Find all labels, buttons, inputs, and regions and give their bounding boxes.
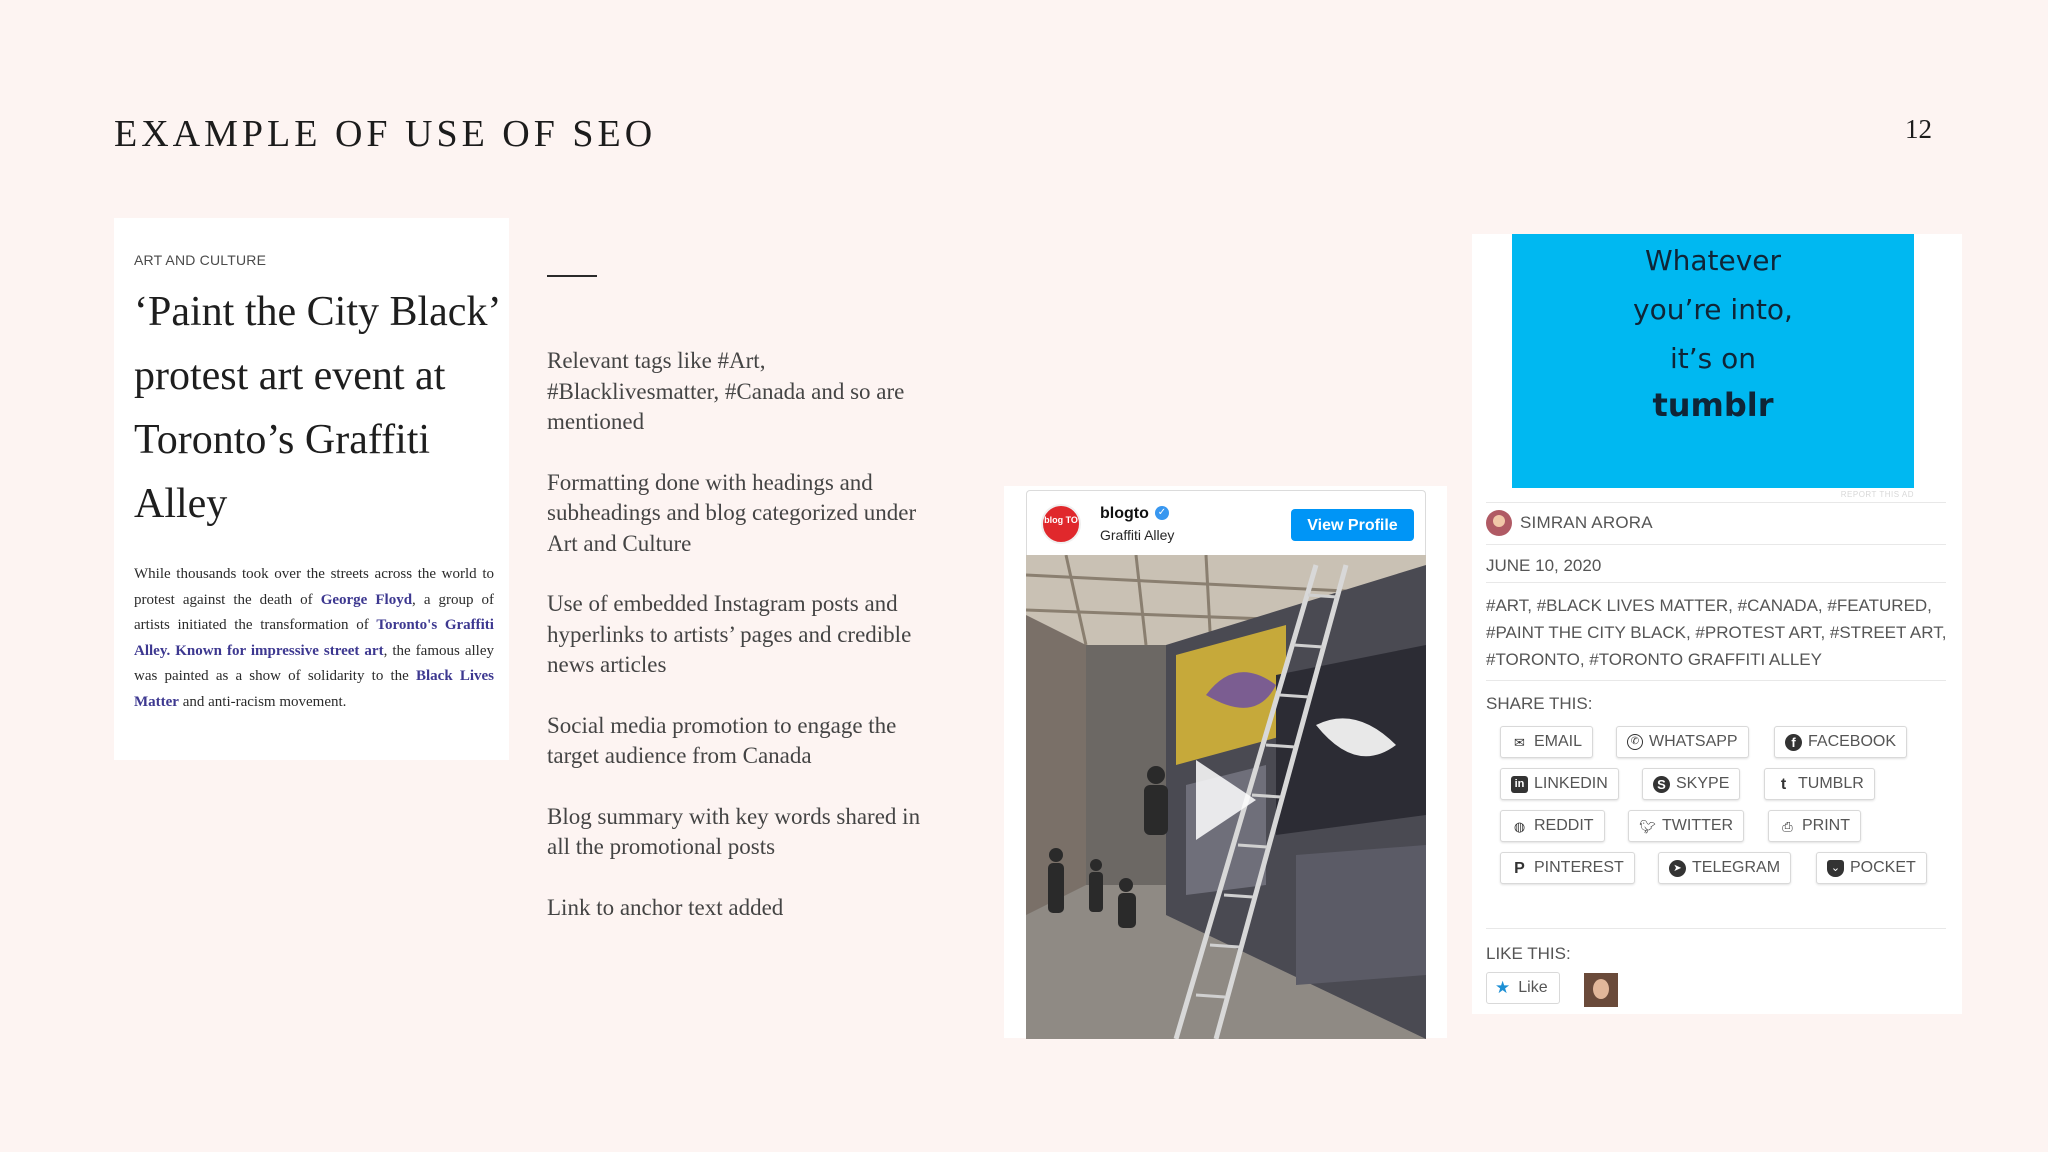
article-body-text: While thousands took over the streets across the world to protest against the death of (134, 566, 494, 608)
share-button-label: LINKEDIN (1534, 775, 1608, 792)
ad-line: it’s on (1669, 342, 1757, 375)
share-button-label: WHATSAPP (1649, 733, 1738, 750)
divider (1486, 680, 1946, 681)
bullet-item: Social media promotion to engage the target audience from Canada (547, 712, 897, 768)
verified-badge-icon: ✓ (1155, 506, 1169, 520)
whatsapp-icon: ✆ (1627, 734, 1643, 750)
share-button-label: TELEGRAM (1692, 859, 1781, 876)
like-label: LIKE THIS: (1486, 944, 1571, 963)
divider (1486, 928, 1946, 929)
article-category[interactable]: ART AND CULTURE (134, 252, 267, 268)
share-button-label: FACEBOOK (1808, 733, 1897, 750)
article-body-text: and anti-racism movement. (178, 693, 347, 710)
divider (1486, 582, 1946, 583)
tumblr-ad[interactable] (1512, 234, 1914, 488)
share-button-label: REDDIT (1534, 817, 1594, 834)
link-graffiti-alley[interactable]: Toronto's Graffiti Alley. Known for impressive street art (134, 617, 494, 659)
share-telegram-button[interactable] (1658, 852, 1791, 884)
facebook-icon: f (1785, 734, 1802, 751)
instagram-username[interactable]: blogto (1100, 505, 1149, 522)
instagram-location[interactable]: Graffiti Alley (1100, 527, 1175, 543)
article-card (114, 218, 509, 760)
like-button[interactable] (1486, 972, 1560, 1004)
share-reddit-button[interactable] (1500, 810, 1605, 842)
instagram-video[interactable] (1026, 555, 1426, 1039)
share-panel (1472, 234, 1962, 1014)
post-tags[interactable]: #ART, #BLACK LIVES MATTER, #CANADA, #FEATURED, #PAINT THE CITY BLACK, #PROTEST ART, #STREET ART, #TORONTO, #TORONTO GRAFFITI ALLEY (1486, 596, 1947, 669)
share-facebook-button[interactable] (1774, 726, 1907, 758)
reddit-icon: ◍ (1513, 818, 1526, 834)
share-tumblr-button[interactable] (1764, 768, 1875, 800)
tumblr-logo: tumblr (1652, 386, 1774, 424)
share-label: SHARE THIS: (1486, 694, 1593, 713)
post-date[interactable]: JUNE 10, 2020 (1486, 556, 1602, 575)
pinterest-icon: P (1514, 859, 1525, 877)
share-button-label: EMAIL (1534, 733, 1583, 750)
bullet-item: Blog summary with key words shared in all the promotional posts (547, 803, 921, 859)
share-pinterest-button[interactable] (1500, 852, 1635, 884)
share-pocket-button[interactable] (1816, 852, 1927, 884)
divider-line (547, 275, 597, 277)
bullet-item: Use of embedded Instagram posts and hyperlinks to artists’ pages and credible news articles (547, 591, 912, 677)
tumblr-icon: t (1780, 775, 1787, 793)
pocket-icon: ⌄ (1827, 860, 1844, 877)
share-button-label: PINTEREST (1534, 859, 1624, 876)
share-button-label: TWITTER (1662, 817, 1734, 834)
link-black-lives-matter[interactable]: Black Lives Matter (134, 668, 494, 710)
bullet-item: Formatting done with headings and subheadings and blog categorized under Art and Culture (547, 469, 917, 556)
link-george-floyd[interactable]: George Floyd (320, 591, 413, 608)
share-linkedin-button[interactable] (1500, 768, 1619, 800)
share-whatsapp-button[interactable] (1616, 726, 1749, 758)
share-email-button[interactable] (1500, 726, 1593, 758)
instagram-embed (1004, 486, 1447, 1038)
article-body-text: , the famous alley was painted as a show of solidarity to the (134, 642, 495, 685)
share-print-button[interactable] (1768, 810, 1861, 842)
star-icon: ★ (1495, 978, 1511, 997)
view-profile-button[interactable]: View Profile (1291, 509, 1414, 541)
divider (1486, 544, 1946, 545)
email-icon: ✉ (1514, 734, 1525, 750)
author-avatar[interactable] (1486, 510, 1512, 536)
article-body-text: , a group of artists initiated the transformation of (134, 591, 494, 634)
instagram-header (1026, 490, 1426, 557)
ad-line: Whatever (1644, 244, 1782, 277)
report-ad-link[interactable]: REPORT THIS AD (1840, 490, 1914, 499)
share-button-label: PRINT (1802, 817, 1850, 834)
bullet-item: Relevant tags like #Art, #Blacklivesmatter, #Canada and so are mentioned (547, 348, 905, 434)
liker-avatar[interactable] (1584, 973, 1618, 1007)
article-body (134, 562, 494, 716)
skype-icon: S (1653, 776, 1670, 793)
linkedin-icon: in (1511, 776, 1528, 793)
bullet-item: Link to anchor text added (547, 894, 784, 920)
print-icon: ⎙ (1782, 818, 1793, 834)
blogto-avatar[interactable]: blog TO (1041, 504, 1081, 544)
bullet-list (547, 346, 927, 953)
divider (1486, 502, 1946, 503)
ad-line: you’re into, (1633, 293, 1793, 326)
slide-title: EXAMPLE OF USE OF SEO (114, 113, 657, 155)
page-number: 12 (1905, 114, 1932, 144)
share-button-label: POCKET (1850, 859, 1916, 876)
like-button-label: Like (1518, 979, 1548, 996)
share-twitter-button[interactable] (1628, 810, 1744, 842)
share-button-label: TUMBLR (1798, 775, 1864, 792)
telegram-icon: ➤ (1669, 860, 1686, 877)
twitter-icon: 🐦︎ (1639, 818, 1656, 834)
share-button-label: SKYPE (1676, 775, 1730, 792)
article-headline: ‘Paint the City Black’ protest art event at Toronto’s Graffiti Alley (134, 289, 499, 527)
author-row (1486, 510, 1653, 536)
share-skype-button[interactable] (1642, 768, 1740, 800)
author-name[interactable]: SIMRAN ARORA (1520, 513, 1653, 532)
